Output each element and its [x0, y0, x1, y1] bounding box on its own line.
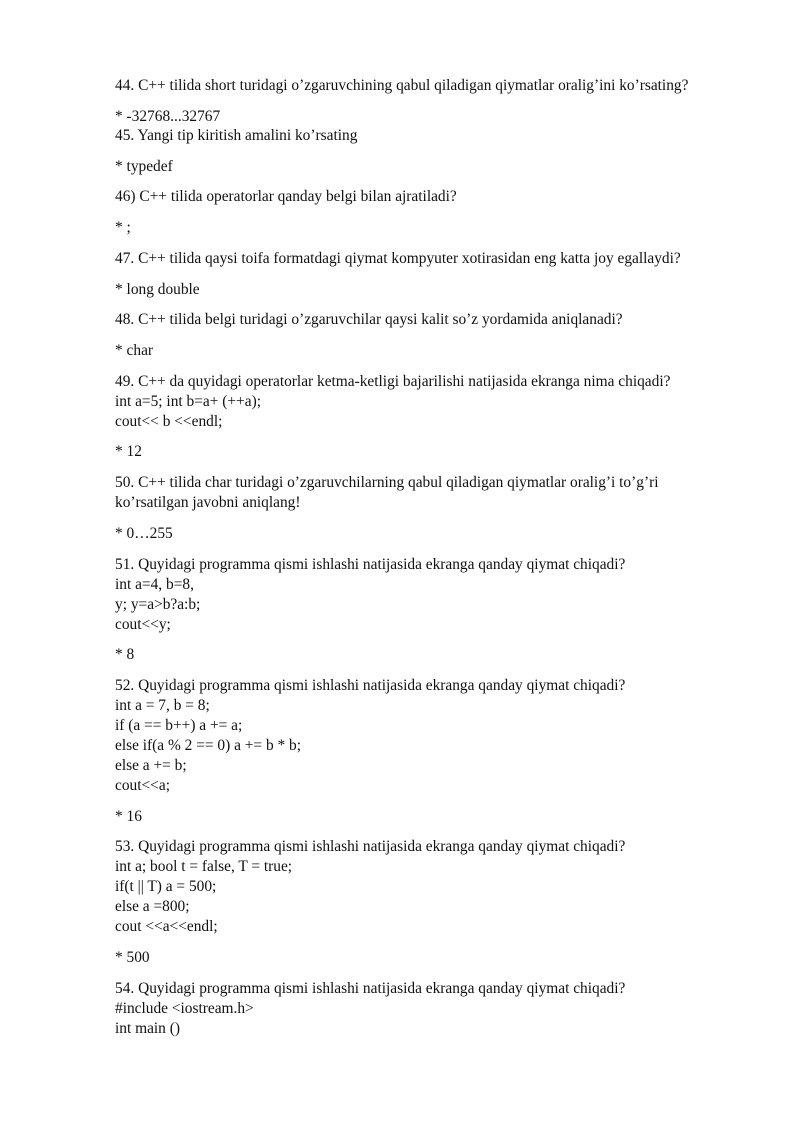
code-line: else a =800;: [115, 898, 190, 915]
question-52: 52. Quyidagi programma qismi ishlashi natijasida ekranga qanday qiymat chiqadi?: [115, 677, 626, 694]
code-line: int a = 7, b = 8;: [115, 697, 210, 714]
question-54: 54. Quyidagi programma qismi ishlashi natijasida ekranga qanday qiymat chiqadi?: [115, 980, 626, 997]
answer-50: * 0…255: [115, 525, 173, 542]
code-line: y; y=a>b?a:b;: [115, 596, 201, 613]
code-line: cout<<y;: [115, 616, 171, 633]
code-line: #include <iostream.h>: [115, 1000, 254, 1017]
answer-44: * -32768...32767: [115, 108, 221, 125]
code-line: int a=4, b=8,: [115, 576, 194, 593]
code-line: else if(a % 2 == 0) a += b * b;: [115, 737, 302, 754]
answer-48: * char: [115, 342, 154, 359]
code-line: cout<< b <<endl;: [115, 413, 223, 430]
answer-51: * 8: [115, 646, 135, 663]
answer-53: * 500: [115, 949, 150, 966]
question-44: 44. C++ tilida short turidagi o’zgaruvchining qabul qiladigan qiymatlar oralig’ini ko’rsating?: [115, 77, 689, 94]
question-50-line-2: ko’rsatilgan javobni aniqlang!: [115, 494, 301, 511]
answer-49: * 12: [115, 443, 142, 460]
answer-47: * long double: [115, 281, 200, 298]
code-line: int a; bool t = false, T = true;: [115, 858, 293, 875]
question-47: 47. C++ tilida qaysi toifa formatdagi qiymat kompyuter xotirasidan eng katta joy egallaydi?: [115, 250, 681, 267]
question-53: 53. Quyidagi programma qismi ishlashi natijasida ekranga qanday qiymat chiqadi?: [115, 838, 626, 855]
code-line: cout<<a;: [115, 777, 170, 794]
code-line: else a += b;: [115, 757, 187, 774]
question-48: 48. C++ tilida belgi turidagi o’zgaruvchilar qaysi kalit so’z yordamida aniqlanadi?: [115, 311, 623, 328]
answer-45: * typedef: [115, 158, 173, 175]
question-46: 46) C++ tilida operatorlar qanday belgi bilan ajratiladi?: [115, 188, 457, 205]
answer-46: * ;: [115, 219, 131, 236]
question-45: 45. Yangi tip kiritish amalini ko’rsating: [115, 127, 358, 144]
question-50-line-1: 50. C++ tilida char turidagi o’zgaruvchilarning qabul qiladigan qiymatlar oralig’i to’g’ri: [115, 474, 659, 491]
code-line: int main (): [115, 1020, 180, 1037]
code-line: int a=5; int b=a+ (++a);: [115, 393, 261, 410]
question-49: 49. C++ da quyidagi operatorlar ketma-ketligi bajarilishi natijasida ekranga nima chiqadi?: [115, 373, 671, 390]
question-51: 51. Quyidagi programma qismi ishlashi natijasida ekranga qanday qiymat chiqadi?: [115, 556, 626, 573]
code-line: cout <<a<<endl;: [115, 918, 218, 935]
code-line: if(t || T) a = 500;: [115, 878, 217, 895]
code-line: if (a == b++) a += a;: [115, 717, 243, 734]
answer-52: * 16: [115, 808, 142, 825]
